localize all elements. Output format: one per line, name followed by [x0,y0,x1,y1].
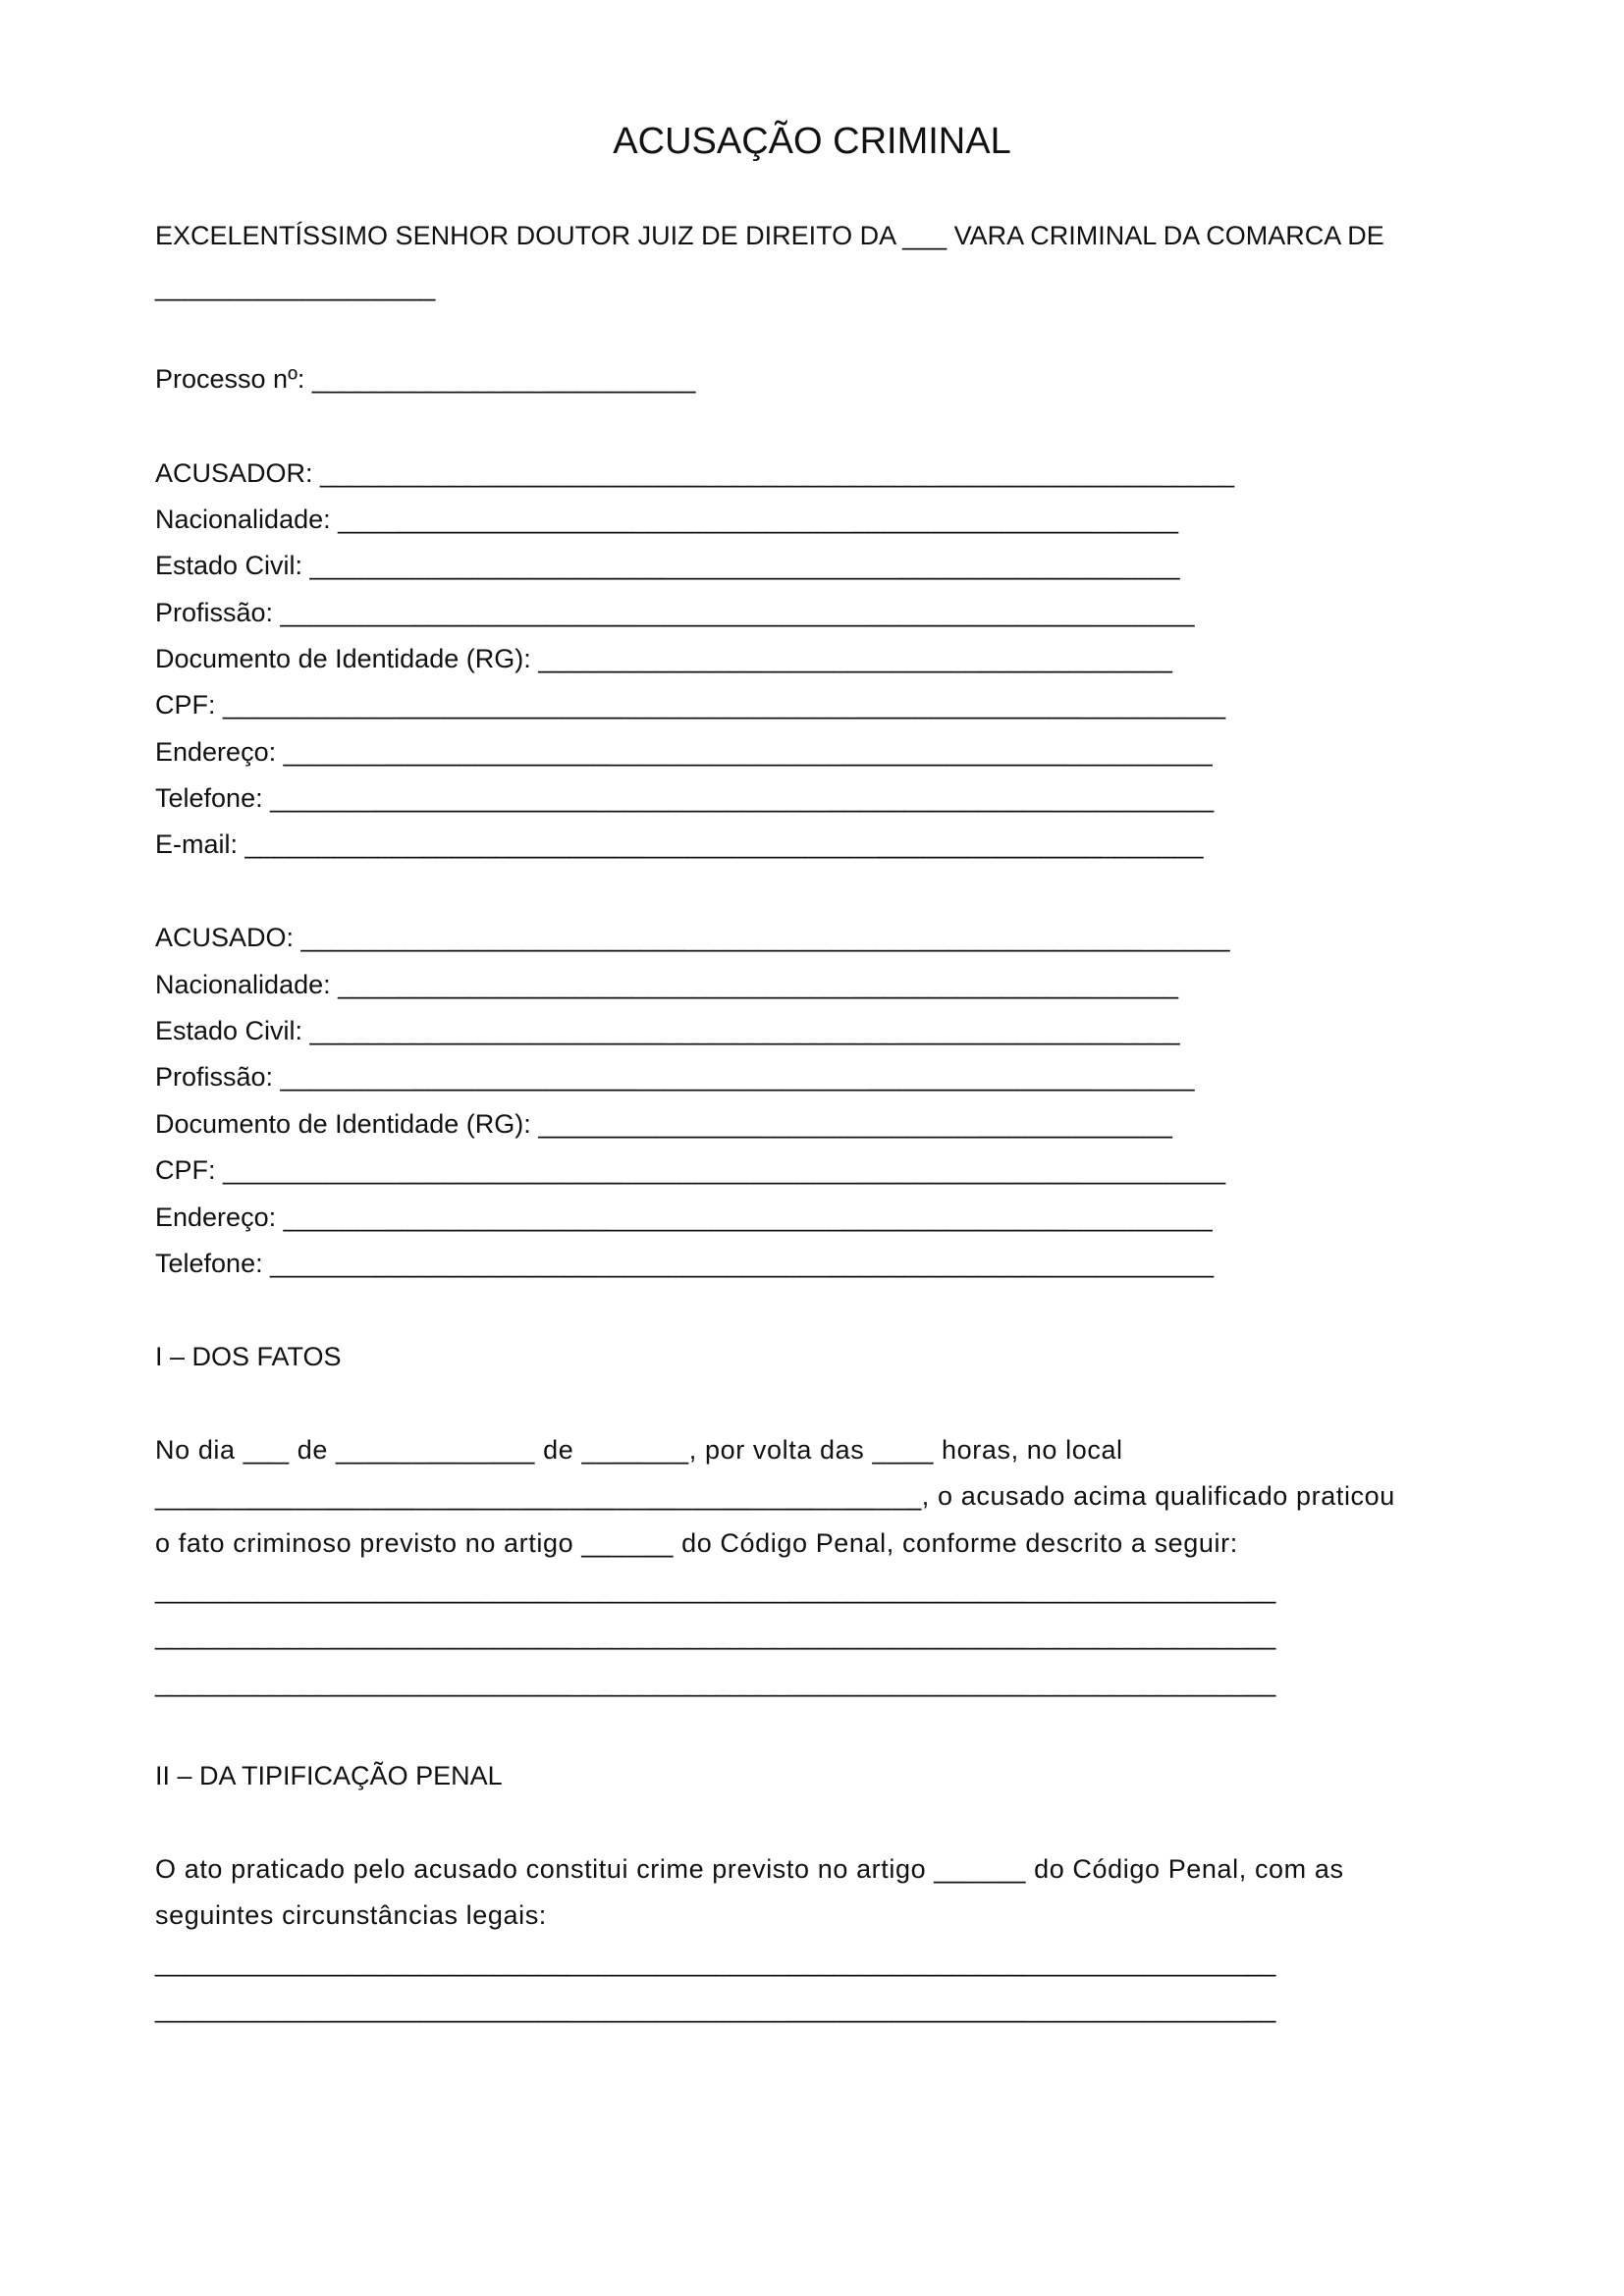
facts-line-1: No dia ___ de _____________ de _______, por volta das ____ horas, no local [155,1435,1123,1465]
section-1-heading: I – DOS FATOS [155,1342,342,1371]
accuser-email-field: E-mail: _________________________________________________________________ [155,829,1204,859]
accuser-nationality-field: Nacionalidade: _________________________________________________________ [155,505,1179,534]
document-title: ACUSAÇÃO CRIMINAL [613,121,1011,162]
accuser-id-document-field: Documento de Identidade (RG): ___________________________________________ [155,644,1172,673]
accused-profession-field: Profissão: ______________________________________________________________ [155,1062,1195,1092]
classification-line-2: seguintes circunstâncias legais: [155,1900,547,1930]
section-2-heading: II – DA TIPIFICAÇÃO PENAL [155,1761,503,1790]
accused-phone-field: Telefone: ________________________________________________________________ [155,1249,1215,1278]
facts-line-3: o fato criminoso previsto no artigo ______ do Código Penal, conforme descrito a seguir: [155,1528,1238,1558]
accuser-profession-field: Profissão: ______________________________________________________________ [155,598,1195,627]
accuser-cpf-field: CPF: ____________________________________________________________________ [155,690,1226,720]
address-line-1: EXCELENTÍSSIMO SENHOR DOUTOR JUIZ DE DIREITO DA ___ VARA CRIMINAL DA COMARCA DE [155,221,1384,250]
accused-address-field: Endereço: _______________________________________________________________ [155,1202,1213,1232]
accused-nationality-field: Nacionalidade: _________________________________________________________ [155,970,1179,999]
accused-name-field: ACUSADO: _______________________________________________________________ [155,923,1230,952]
address-line-2: ___________________ [155,272,436,301]
accuser-address-field: Endereço: _______________________________________________________________ [155,737,1213,767]
accuser-civil-status-field: Estado Civil: ___________________________________________________________ [155,551,1180,580]
classification-line-1: O ato praticado pelo acusado constitui crime previsto no artigo ______ do Código Penal, com as [155,1854,1344,1884]
facts-line-2: __________________________________________________, o acusado acima qualificado praticou [155,1481,1395,1511]
facts-blank-line: ____________________________________________________________________________ [155,1621,1276,1650]
process-number-field: Processo nº: __________________________ [155,364,696,394]
facts-blank-line: ____________________________________________________________________________ [155,1575,1276,1604]
accused-civil-status-field: Estado Civil: ___________________________________________________________ [155,1016,1180,1045]
accuser-phone-field: Telefone: ________________________________________________________________ [155,783,1215,813]
classification-blank-line: ____________________________________________________________________________ [155,1994,1276,2023]
accuser-name-field: ACUSADOR: ______________________________________________________________ [155,458,1235,488]
classification-blank-line: ____________________________________________________________________________ [155,1948,1276,1977]
accused-cpf-field: CPF: ____________________________________________________________________ [155,1155,1226,1185]
accused-id-document-field: Documento de Identidade (RG): ___________________________________________ [155,1109,1172,1139]
facts-blank-line: ____________________________________________________________________________ [155,1668,1276,1697]
